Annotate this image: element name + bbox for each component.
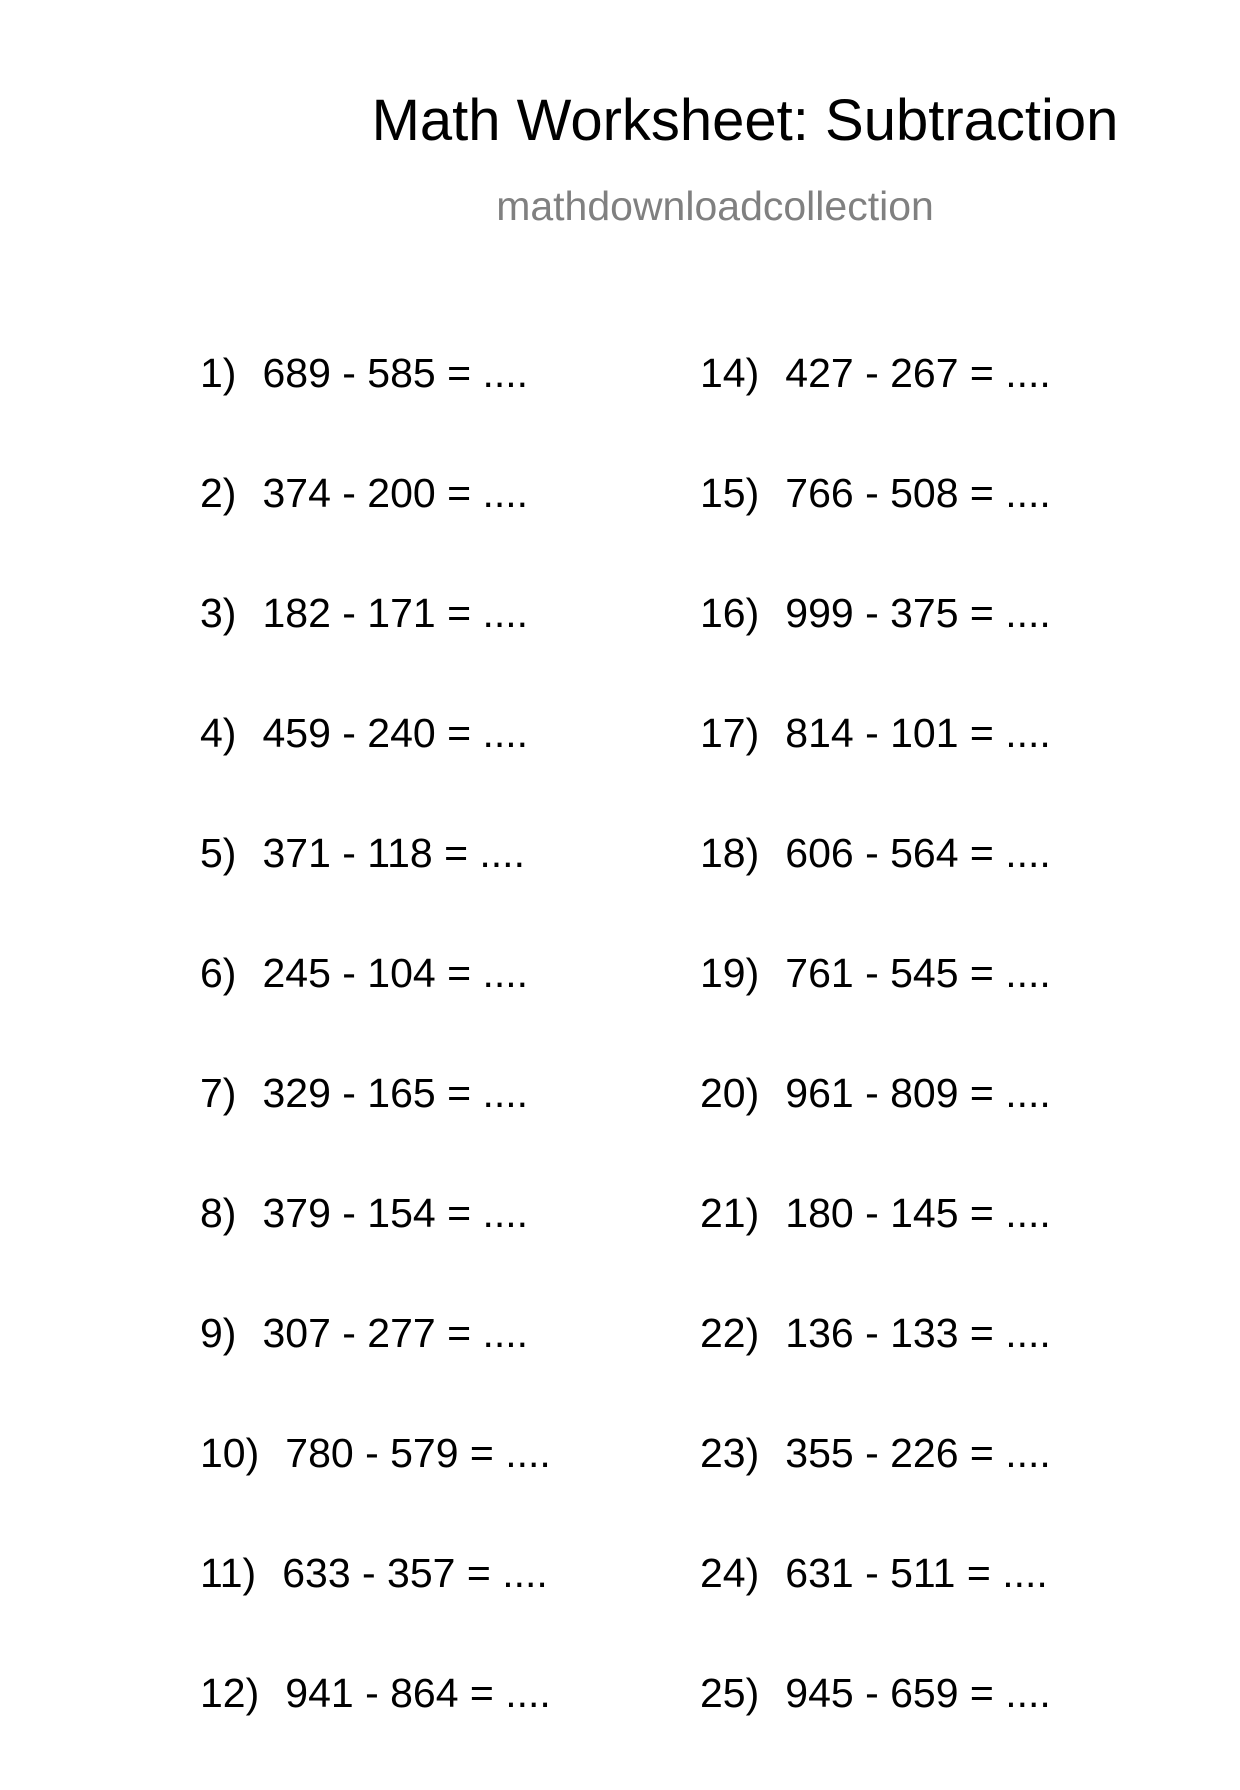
problem-expression: 182 - 171 = ....: [262, 590, 529, 636]
problem-item: [700, 950, 1051, 1070]
worksheet-title: Math Worksheet: Subtraction: [371, 88, 1119, 153]
problem-expression: 631 - 511 = ....: [785, 1550, 1048, 1596]
problem-number: 8): [200, 1190, 237, 1236]
problem-expression: 180 - 145 = ....: [785, 1190, 1051, 1236]
problem-item: [700, 350, 1051, 470]
problem-expression: 374 - 200 = ....: [262, 470, 529, 516]
problem-number: 25): [700, 1670, 760, 1716]
problem-item: [700, 590, 1051, 710]
problem-item: [700, 830, 1051, 950]
problem-expression: 245 - 104 = ....: [262, 950, 529, 996]
problem-expression: 459 - 240 = ....: [262, 710, 529, 756]
problem-expression: 136 - 133 = ....: [785, 1310, 1051, 1356]
problem-number: 1): [200, 350, 237, 396]
problem-item: [200, 950, 551, 1070]
problem-item: [700, 470, 1051, 590]
problem-number: 2): [200, 470, 237, 516]
problem-expression: 379 - 154 = ....: [262, 1190, 529, 1236]
problem-item: [700, 1430, 1051, 1550]
problem-item: [200, 710, 551, 830]
problem-item: [200, 590, 551, 710]
problem-expression: 606 - 564 = ....: [785, 830, 1051, 876]
problem-expression: 427 - 267 = ....: [785, 350, 1051, 396]
left-problem-column: [200, 350, 551, 1790]
problem-number: 14): [700, 350, 760, 396]
problem-item: [700, 1550, 1051, 1670]
problem-item: [200, 1310, 551, 1430]
problem-number: 7): [200, 1070, 237, 1116]
problem-number: 11): [200, 1550, 257, 1596]
problem-item: [700, 1310, 1051, 1430]
problem-item: [200, 830, 551, 950]
problem-item: [200, 1190, 551, 1310]
problem-expression: 329 - 165 = ....: [262, 1070, 529, 1116]
problem-number: 4): [200, 710, 237, 756]
problem-number: 18): [700, 830, 760, 876]
problem-number: 23): [700, 1430, 760, 1476]
problem-number: 6): [200, 950, 237, 996]
problem-expression: 766 - 508 = ....: [785, 470, 1051, 516]
problem-item: [700, 1670, 1051, 1790]
problem-expression: 814 - 101 = ....: [785, 710, 1051, 756]
problem-number: 3): [200, 590, 237, 636]
problem-item: [200, 350, 551, 470]
problem-number: 16): [700, 590, 760, 636]
problem-number: 12): [200, 1670, 260, 1716]
problem-number: 19): [700, 950, 760, 996]
problem-expression: 355 - 226 = ....: [785, 1430, 1051, 1476]
problem-item: [700, 1190, 1051, 1310]
problem-expression: 780 - 579 = ....: [285, 1430, 551, 1476]
problem-expression: 689 - 585 = ....: [262, 350, 529, 396]
problem-item: [200, 470, 551, 590]
problem-expression: 999 - 375 = ....: [785, 590, 1051, 636]
problem-item: [200, 1670, 551, 1790]
problem-item: [200, 1070, 551, 1190]
problem-number: 17): [700, 710, 760, 756]
problem-item: [200, 1430, 551, 1550]
problem-expression: 371 - 118 = ....: [262, 830, 525, 876]
problem-item: [700, 1070, 1051, 1190]
problem-expression: 761 - 545 = ....: [785, 950, 1051, 996]
problem-expression: 633 - 357 = ....: [282, 1550, 548, 1596]
problem-number: 20): [700, 1070, 760, 1116]
problem-number: 24): [700, 1550, 760, 1596]
problem-item: [200, 1550, 551, 1670]
problem-expression: 945 - 659 = ....: [785, 1670, 1051, 1716]
problem-number: 22): [700, 1310, 760, 1356]
problem-number: 15): [700, 470, 760, 516]
problem-item: [700, 710, 1051, 830]
problem-number: 5): [200, 830, 237, 876]
problem-expression: 961 - 809 = ....: [785, 1070, 1051, 1116]
problem-expression: 307 - 277 = ....: [262, 1310, 529, 1356]
problem-number: 10): [200, 1430, 260, 1476]
right-problem-column: [700, 350, 1051, 1790]
problem-number: 21): [700, 1190, 760, 1236]
problem-number: 9): [200, 1310, 237, 1356]
problem-expression: 941 - 864 = ....: [285, 1670, 551, 1716]
worksheet-subtitle: mathdownloadcollection: [496, 183, 934, 229]
